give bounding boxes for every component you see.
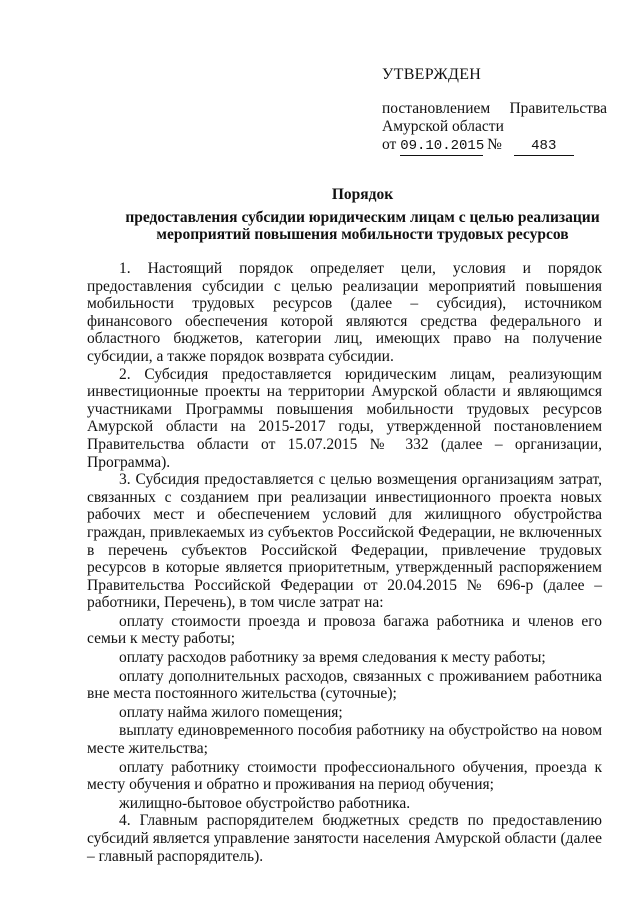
approval-line-1-right: Правительства	[509, 100, 607, 117]
title-line-1: Порядок	[331, 186, 394, 203]
paragraph-1: 1. Настоящий порядок определяет цели, условия и порядок предоставления субсидии с целью реализации мероприятий повышения мобильности трудовых ресурсов (далее – субсидия), источником финансового обеспечения которой являются средства федерального и областного бюджетов, категории лиц, имеющих право на получение субсидии, а также порядок возврата субсидии.	[87, 260, 602, 365]
expense-item: жилищно-бытовое обустройство работника.	[119, 794, 411, 812]
approval-date-prefix: от	[382, 136, 397, 153]
paragraph-2: 2. Субсидия предоставляется юридическим лицам, реализующим инвестиционные проекты на территории Амурской области и являющимся участниками Программы повышения мобильности трудовых ресурсов Амурской области на 2015-2017 годы, утвержденной постановлением Правительства области от 15.07.2015 № 332 (далее – организации, Программа).	[87, 365, 602, 471]
expense-item: оплату дополнительных расходов, связанных с проживанием работника вне места постоянного жительства (суточные);	[87, 667, 602, 703]
document-body	[87, 260, 602, 865]
approval-heading: УТВЕРЖДЕН	[382, 66, 482, 83]
expense-item: оплату работнику стоимости профессионального обучения, проезда к месту обучения и обратно и проживания на период обучения;	[87, 758, 602, 794]
expense-item: оплату найма жилого помещения;	[119, 703, 343, 721]
approval-stamp-block	[382, 66, 607, 156]
expense-item: выплату единовременного пособия работнику на обустройство на новом месте жительства;	[87, 722, 602, 758]
paragraph-4: 4. Главным распорядителем бюджетных средств по предоставлению субсидий является управление занятости населения Амурской области (далее – главный распорядитель).	[87, 812, 602, 865]
approval-number-sign: №	[487, 136, 502, 153]
expense-item: оплату стоимости проезда и провоза багажа работника и членов его семьи к месту работы;	[87, 612, 602, 648]
approval-line-1	[382, 100, 607, 118]
title-line-2: предоставления субсидии юридическим лицам с целью реализации мероприятий повышения мобильности трудовых ресурсов	[125, 208, 600, 243]
expense-item: оплату расходов работнику за время следования к месту работы;	[119, 649, 546, 667]
paragraph-3: 3. Субсидия предоставляется с целью возмещения организациям затрат, связанных с созданием при реализации инвестиционного проекта новых рабочих мест и обеспечением условий для жилищного обустройства граждан, привлекаемых из субъектов Российской Федерации, не включенных в перечень субъектов Российской Федерации, привлечение трудовых ресурсов в которые является приоритетным, утвержденный распоряжением Правительства Российской Федерации от 20.04.2015 № 696-р (далее – работники, Перечень), в том числе затрат на:	[87, 471, 602, 612]
document-title	[110, 186, 615, 244]
approval-line-1-left: постановлением	[382, 100, 491, 117]
approval-line-2: Амурской области	[382, 118, 504, 135]
approval-date: 09.10.2015	[400, 138, 485, 154]
approval-date-line	[382, 136, 607, 156]
approval-number: 483	[514, 137, 574, 156]
